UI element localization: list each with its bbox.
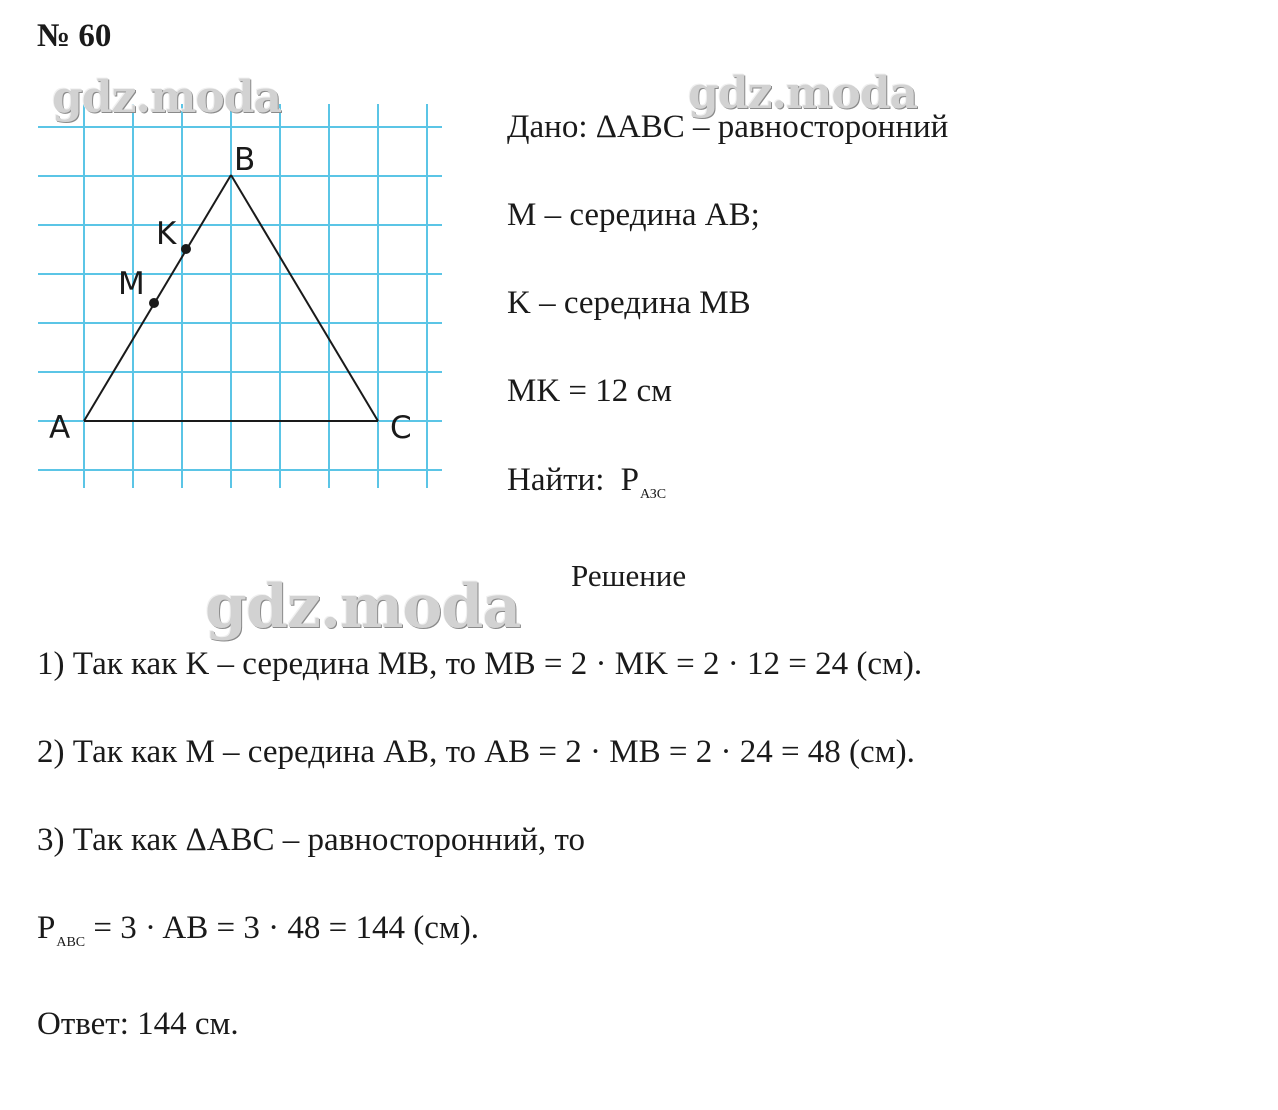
label-a: A: [49, 410, 71, 446]
solution-step-3: 3) Так как ΔABC – равносторонний, то: [37, 822, 586, 858]
watermark-top-left: gdz.moda: [52, 72, 282, 123]
side-ab: [84, 175, 231, 421]
answer-line: Ответ: 144 см.: [37, 1006, 239, 1042]
label-k: K: [156, 216, 177, 252]
side-bc: [231, 175, 378, 421]
label-c: C: [390, 410, 412, 446]
perimeter-subscript: ABC: [56, 935, 86, 950]
given-line-1: Дано: ΔABC – равносторонний: [507, 109, 949, 145]
label-m: M: [118, 266, 145, 302]
perimeter-equation: = 3 · AB = 3 · 48 = 144 (см).: [85, 910, 479, 946]
solution-step-1: 1) Так как K – середина MB, то MB = 2 · MK = 2 · 12 = 24 (см).: [37, 646, 923, 682]
watermark-center: gdz.moda: [205, 572, 521, 642]
point-m: [149, 298, 159, 308]
point-k: [181, 244, 191, 254]
solution-heading: Решение: [571, 558, 687, 593]
given-line-3: K – середина MB: [507, 285, 751, 321]
solution-step-2: 2) Так как M – середина AB, то AB = 2 · MB = 2 · 24 = 48 (см).: [37, 734, 915, 770]
find-line: [507, 462, 667, 502]
given-line-2: M – середина AB;: [507, 197, 760, 233]
given-line-4: MK = 12 см: [507, 373, 673, 409]
perimeter-symbol: P: [37, 910, 56, 946]
find-label: Найти:: [507, 462, 605, 498]
find-perimeter-subscript: АЗС: [640, 487, 667, 502]
find-perimeter-symbol: P: [620, 462, 639, 498]
solution-step-4: [37, 910, 479, 950]
problem-number: № 60: [37, 18, 112, 54]
label-b: B: [234, 142, 256, 178]
watermark-top-right: gdz.moda: [688, 68, 918, 119]
